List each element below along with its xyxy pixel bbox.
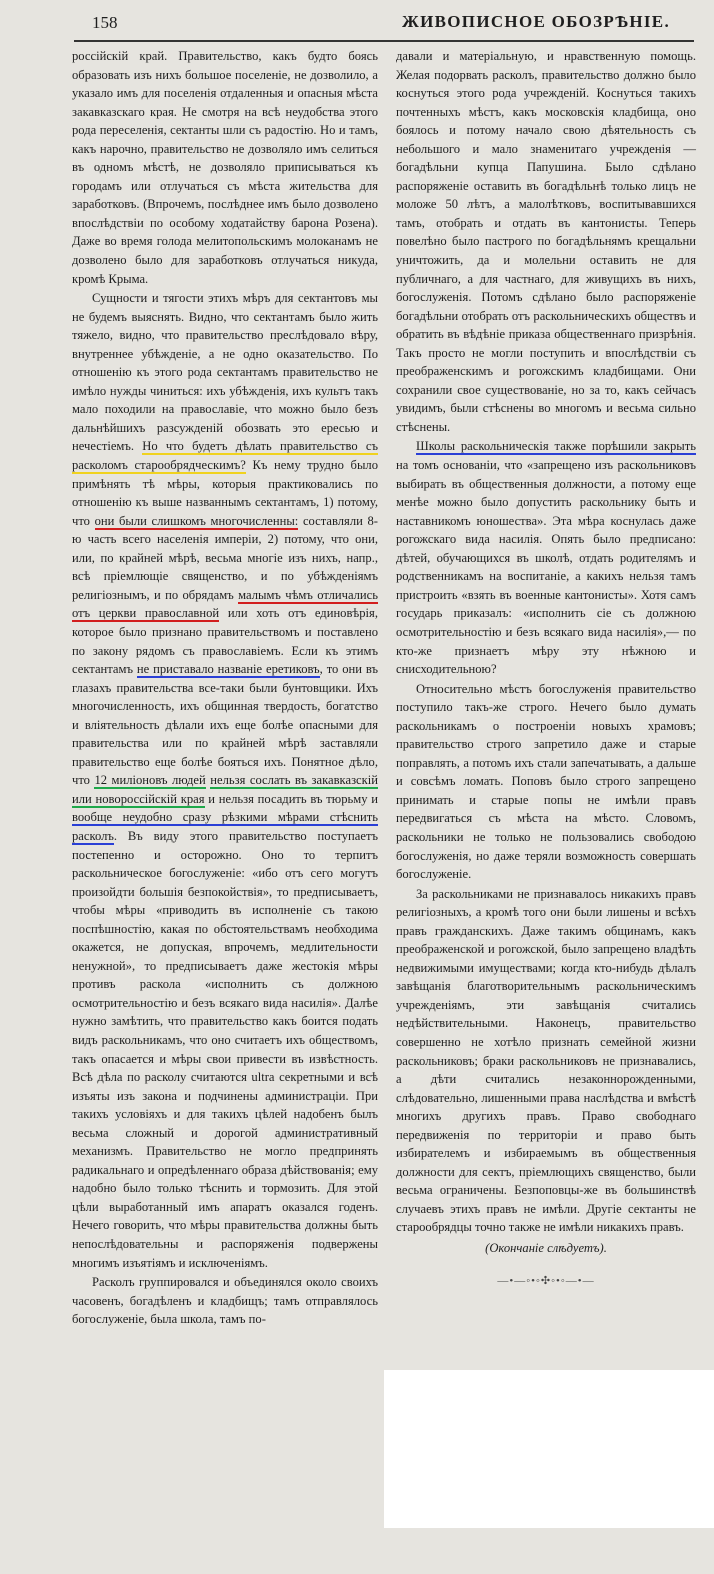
blue-underline: не приставало названіе еретиковъ xyxy=(136,662,320,677)
right-paragraph-3: Относительно мѣстъ богослуженія правительство поступило такъ-же строго. Нечего было думать раскольникамъ о построеніи новыхъ храмовъ; правительство строго запретило даже и старые поправлять, а потомъ ихъ стали запечатывать, а дальше и совсѣмъ ломать. Поповъ было строго запрещено принимать и старые попы не имѣли правъ передвигаться съ мѣста на мѣсто. Словомъ, раскольники не только не пользовались свободою богослуженія, но даже теряли возможность совершать богослуженіе. xyxy=(396,681,696,882)
left-paragraph-3: Расколъ группировался и объединялся около своихъ часовенъ, богадѣленъ и кладбищъ; тамъ отправлялось богослуженіе, была школа, тамъ по- xyxy=(72,1275,378,1327)
ornament-divider: —•—◦•◦✣◦•◦—•— xyxy=(497,1274,595,1287)
text-run: Къ нему трудно было примѣнять тѣ мѣры, которыя практиковались по отношенію къ выше названнымъ сектантамъ, 1) потому, что xyxy=(72,458,378,528)
left-paragraph-2 xyxy=(72,289,378,1272)
right-paragraph-1: давали и матеріальную, и нравственную помощь. Желая подорвать расколъ, правительство должно было коснуться этого рода учрежденій. Коснуться такихъ почтенныхъ мѣстъ, какъ московскія кладбища, оно боялось и потому начало свою дѣятельность съ небольшого и мало знаменитаго учрежденія — богадѣльни купца Папушина. Было сдѣлано распоряженіе оставить въ богадѣльнѣ только лицъ не моложе 50 лѣтъ, а малолѣтковъ, воспитывавшихся тамъ, отобрать и отдать въ кантонисты. Теперь повелѣно было пастрого по богадѣльнямъ крещальни уничтожить, да и молельни оставить не для публичнаго, а для частнаго, для живущихъ въ нихъ, богослуженія. Потомъ сдѣлано было распоряженіе богадѣльни отобрать отъ раскольническихъ обществъ и обратить въ вѣдѣніе приказа общественнаго призрѣнія. Такъ просто не могли поступить и впослѣдствіи съ преображенскимъ и рогожскимъ кладбищами. Они сохранили свое существованіе, но за то, какъ сейчасъ увидимъ, были стѣснены во многомъ и весьма сильно стѣснены. xyxy=(396,49,696,434)
text-run: , то они въ глазахъ правительства все-таки были бунтовщики. Ихъ многочисленность, ихъ общинная твердость, богатство и вліятельность дѣлали ихъ еще болѣе опасными для правительства или по крайней мѣрѣ заставляли правительство еще болѣе бояться ихъ. Понятное дѣло, что xyxy=(72,662,379,788)
right-paragraph-2 xyxy=(396,437,696,678)
header-rule xyxy=(74,40,694,42)
red-underline: они были слишкомъ многочисленны: xyxy=(94,513,299,528)
blue-underline: вообще неудобно сразу рѣзкими мѣрами стѣснить расколъ xyxy=(72,810,378,843)
right-column xyxy=(396,47,696,1290)
left-paragraph-1: россійскій край. Правительство, какъ будто боясь образовать изъ нихъ большое поселеніе, не дозволило, а указало имъ для поселенія отдаленныя и опасныя мѣста закавказскаго края. Не смотря на всѣ неудобства этого рода переселенія, сектанты шли съ радостію. Но и тамъ, какъ нарочно, правительство не дозволяло имъ селиться въ одномъ мѣстѣ, не дозволяло приписываться къ городамъ или отлучаться съ мѣста жительства для заработковъ. (Впрочемъ, послѣднее имъ было дозволено впослѣдствіи по особому ходатайству барона Розена). Даже во время голода мелитопольскимъ молоканамъ не дозволено было для заработковъ отлучаться никуда, кромѣ Крыма. xyxy=(72,49,378,286)
blank-white-area xyxy=(384,1370,714,1528)
green-underline: 12 миліоновъ людей xyxy=(94,773,206,788)
text-run: и нельзя посадить въ тюрьму и xyxy=(204,791,379,806)
text-run: или хоть отъ единовѣрія, которое было признано правительствомъ и поставлено по закону рядомъ съ православіемъ. Если къ этимъ сектантамъ xyxy=(72,606,378,677)
text-run: . Въ виду этого правительство поступаетъ постепенно и осторожно. Оно то терпитъ раскольническое богослуженіе: «ибо отъ сего могутъ произойдти большія безпокойствія», то предписываетъ, чтобы мѣры «приводить въ исполненіе съ такою поспѣшностію, какая по обстоятельствамъ необходима окажется, не допуская, впрочемъ, медлительности ненужной», то предписываетъ даже жестокія мѣры противъ раскола «исполнить съ должною осмотрительностію и безъ всякаго вида насилія». Далѣе нужно замѣтить, что правительство какъ боится подать видъ раскольникамъ, что оно считаетъ ихъ обществомъ, такъ опасается и мѣры свои привести въ извѣстность. Всѣ дѣла по расколу считаются ultra секретными и всѣ изъяты изъ закона и подчинены администраціи. При такихъ условіяхъ и для такихъ цѣлей надобенъ былъ весьма сложный и дорогой административный механизмъ. Правительство не могло предпринять радикальнаго и опредѣленнаго образа дѣйствованія; ему надобно было только тѣснить и тормозить. Для этой цѣли выработанный имъ апаратъ оказался годенъ. Нечего говорить, что мѣры правительства должны быть непослѣдовательны и распоряженія подвержены многимъ изъятіямъ и исключеніямъ. xyxy=(72,828,378,1270)
left-column xyxy=(72,47,378,1329)
red-underline: малымъ чѣмъ отличались отъ церкви православной xyxy=(72,587,378,621)
text-run: Сущности и тягости этихъ мѣръ для сектантовъ мы не будемъ выяснять. Видно, что сектантамъ было жить тяжело, видно, что правительство преслѣдовало вѣру, внутреннее убѣжденіе, а не одно оказательство. По отношенію къ этого рода сектантамъ правительство не имѣло нужды чиниться: ихъ убѣжденія, ихъ культъ такъ мало походили на православіе, что можно было безъ дальнѣйшихъ разсужденій обозвать это ересью и нечестіемъ. xyxy=(72,291,378,454)
page-number: 158 xyxy=(92,13,118,32)
page-header xyxy=(0,0,714,46)
continuation-note: (Окончаніе слѣдуетъ). xyxy=(485,1241,607,1255)
yellow-underline: Но что будетъ дѣлать правительство съ расколомъ старообрядческимъ? xyxy=(72,439,378,473)
blue-underline: Школы раскольническія также порѣшили закрыть xyxy=(416,439,696,454)
running-title: ЖИВОПИСНОЕ ОБОЗРѢНІЕ. xyxy=(402,12,670,31)
text-run: на томъ основаніи, что «запрещено изъ раскольниковъ выбирать въ общественныя должности, а потому еще менѣе можно было допустить раскольнику быть и наставникомъ юношества». Эта мѣра коснулась даже рогожскаго вида насилія. Опять было предписано: дѣтей, обучающихся въ школѣ, отдать родителямъ и родственникамъ на воспитаніе, а какихъ нельзя тамъ пристроить «взять въ военные кантонисты». Хотя самъ государь приказалъ: «исполнить сіе съ должною осмотрительностію и безъ всякаго вида насилія»,— по кто-же признаетъ мѣру эту нѣжною и снисходительною? xyxy=(396,458,696,677)
green-underline: нельзя сослать въ закавказскій или новороссійскій края xyxy=(72,773,378,806)
right-paragraph-4: За раскольниками не признавалось никакихъ правъ религіозныхъ, а кромѣ того они были лишены и всѣхъ правъ гражданскихъ. Даже такимъ общинамъ, какъ преображенской и рогожской, было запрещено владѣть недвижимыми имуществами; когда кто-нибудь дѣлалъ завѣщанія благотворительнымъ раскольническимъ учрежденіямъ, эти завѣщанія считались недѣйствительными. Наконецъ, правительство совершенно не хотѣло признать семейной жизни раскольниковъ; браки раскольниковъ не признавались, а дѣти считались незаконнорожденными, слѣдовательно, лишенными права наслѣдства и вмѣстѣ многихъ другихъ правъ. Право свободнаго передвиженія по территоріи и право быть избирателемъ и избираемымъ въ общественныя должности для сектъ, пріемлющихъ священство, были весьма ограничены. Безпоповцы-же въ большинствѣ случаевъ этихъ правъ не имѣли. Другіе сектанты не старообрядцы точно также не имѣли никакихъ правъ. xyxy=(396,886,696,1235)
text-run: составляли 8-ю часть всего населенія имперіи, 2) потому, что они, или, по крайней мѣрѣ, весьма многіе изъ нихъ, напр., всѣ пріемлющіе священство, и по убѣжденіямъ религіознымъ, и по обрядамъ xyxy=(72,513,378,602)
